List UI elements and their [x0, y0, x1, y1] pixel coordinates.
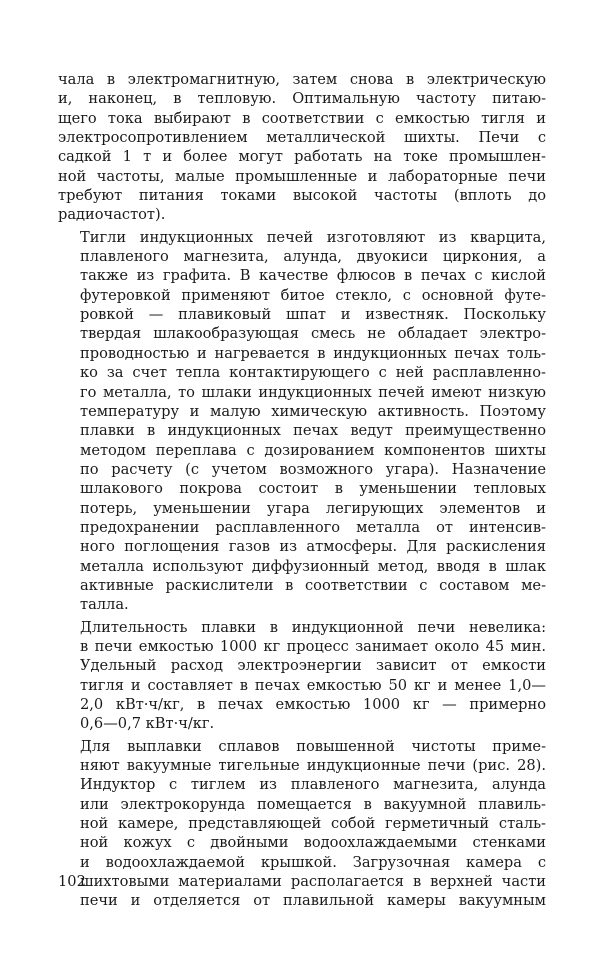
text-line: также из графита. В качестве флюсов в печах с кислой — [80, 267, 546, 285]
text-line: шихтовыми материалами располагается в верхней части — [80, 873, 546, 891]
paragraph — [58, 228, 546, 615]
text-line: методом переплава с дозированием компонентов шихты — [80, 441, 546, 459]
text-line: температуру и малую химическую активность. Поэтому — [80, 402, 546, 420]
page-number: 102 — [58, 873, 86, 890]
text-line: Для выплавки сплавов повышенной чистоты приме- — [80, 737, 546, 755]
text-line: предохранении расплавленного металла от интенсив- — [80, 518, 546, 536]
text-line: шлакового покрова состоит в уменьшении тепловых — [80, 480, 546, 498]
text-line: ной камере, представляющей собой герметичный сталь- — [80, 815, 546, 833]
text-line: Длительность плавки в индукционной печи невелика: — [80, 618, 546, 636]
page-body — [58, 70, 546, 911]
text-line: плавленого магнезита, алунда, двуокиси циркония, а — [80, 248, 546, 266]
text-line: плавки в индукционных печах ведут преимущественно — [80, 422, 546, 440]
text-line: проводностью и нагревается в индукционных печах толь- — [80, 344, 546, 362]
text-line: и водоохлаждаемой крышкой. Загрузочная камера с — [80, 853, 546, 871]
text-line: щего тока выбирают в соответствии с емкостью тигля и — [58, 109, 546, 127]
text-line: ного поглощения газов из атмосферы. Для раскисления — [80, 538, 546, 556]
text-line: металла используют диффузионный метод, вводя в шлак — [80, 557, 546, 575]
text-line: Тигли индукционных печей изготовляют из кварцита, — [80, 228, 546, 246]
text-line: ной частоты, малые промышленные и лабораторные печи — [58, 167, 546, 185]
text-line: по расчету (с учетом возможного угара). Назначение — [80, 460, 546, 478]
text-line: ровкой — плавиковый шпат и известняк. Поскольку — [80, 306, 546, 324]
text-line: радиочастот). — [58, 206, 166, 224]
text-line: го металла, то шлаки индукционных печей имеют низкую — [80, 383, 546, 401]
paragraph — [58, 618, 546, 734]
text-line: тигля и составляет в печах емкостью 50 кг и менее 1,0— — [80, 676, 546, 694]
text-line: активные раскислители в соответствии с составом ме- — [80, 576, 546, 594]
paragraph — [58, 737, 546, 911]
text-line: садкой 1 т и более могут работать на токе промышлен- — [58, 148, 546, 166]
text-line: ной кожух с двойными водоохлаждаемыми стенками — [80, 834, 546, 852]
text-line: или электрокорунда помещается в вакуумной плавиль- — [80, 795, 546, 813]
paragraph — [58, 70, 546, 225]
text-line: потерь, уменьшении угара легирующих элементов и — [80, 499, 546, 517]
text-line: 2,0 кВт·ч/кг, в печах емкостью 1000 кг — примерно — [80, 696, 546, 713]
text-line: требуют питания токами высокой частоты (вплоть до — [58, 187, 546, 205]
text-line: Удельный расход электроэнергии зависит от емкости — [80, 657, 546, 675]
text-line: печи и отделяется от плавильной камеры вакуумным — [80, 892, 546, 910]
text-line: твердая шлакообразующая смесь не обладает электро- — [80, 325, 546, 343]
text-line: талла. — [80, 596, 129, 614]
text-line: электросопротивлением металлической шихты. Печи с — [58, 129, 546, 147]
text-line: футеровкой применяют битое стекло, с основной футе- — [80, 286, 546, 304]
text-line: чала в электромагнитную, затем снова в электрическую — [58, 71, 546, 88]
text-line: ко за счет тепла контактирующего с ней расплавленно- — [80, 364, 546, 382]
text-line: в печи емкостью 1000 кг процесс занимает около 45 мин. — [80, 637, 546, 655]
text-line: 0,6—0,7 кВт·ч/кг. — [80, 715, 215, 733]
text-line: и, наконец, в тепловую. Оптимальную частоту питаю- — [58, 90, 546, 108]
text-line: няют вакуумные тигельные индукционные печи (рис. 28). — [80, 757, 546, 775]
text-line: Индуктор с тиглем из плавленого магнезита, алунда — [80, 776, 546, 794]
